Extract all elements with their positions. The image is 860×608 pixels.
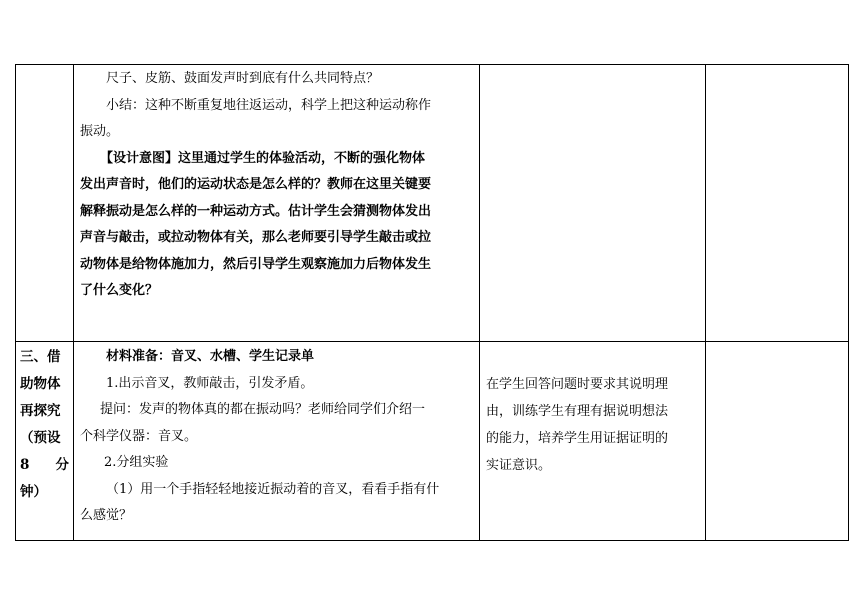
question-text: 提问：发声的物体真的都在振动吗？老师给同学们介绍一 [100, 402, 426, 417]
teaching-process-cell [74, 65, 480, 342]
stage-title-line: （预设 [20, 430, 61, 446]
table-row [16, 342, 849, 541]
teaching-process-cell [74, 342, 480, 541]
question-text: 尺子、皮筋、鼓面发声时到底有什么共同特点？ [106, 71, 380, 86]
step-text-cont: 么感觉？ [80, 508, 133, 523]
lesson-plan-table [15, 64, 849, 541]
stage-cell [16, 65, 74, 342]
design-intent-line: 在学生回答问题时要求其说明理 [486, 377, 669, 392]
design-intent-text: 解释振动是怎么样的一种运动方式。估计学生会猜测物体发出 [80, 203, 432, 219]
stage-title-line: 助物体 [20, 376, 61, 392]
design-intent-text: 了什么变化？ [80, 283, 159, 298]
materials-text: 材料准备：音叉、水槽、学生记录单 [106, 349, 315, 364]
design-intent-line: 实证意识。 [486, 458, 552, 473]
summary-text: 小结：这种不断重复地往返运动，科学上把这种运动称作 [106, 97, 432, 113]
design-intent-text [480, 342, 705, 479]
table-row [16, 65, 849, 342]
design-intent-text: 动物体是给物体施加力，然后引导学生观察施加力后物体发生 [80, 256, 432, 272]
question-text-cont: 个科学仪器：音叉。 [80, 428, 198, 444]
step-text: （1）用一个手指轻轻地接近振动着的音叉，看看手指有什 [106, 481, 440, 497]
stage-minutes-unit: 分 [55, 457, 69, 473]
design-intent-text: 声音与敲击，或拉动物体有关，那么老师要引导学生敲击或拉 [80, 230, 432, 245]
stage-time-line [20, 452, 69, 479]
step-text: 2.分组实验 [104, 455, 169, 470]
design-intent-text: 发出声音时，他们的运动状态是怎么样的？教师在这里关键要 [80, 177, 432, 192]
stage-title-line: 钟） [20, 484, 47, 500]
summary-text-cont: 振动。 [80, 124, 120, 139]
design-intent-text: 【设计意图】这里通过学生的体验活动，不断的强化物体 [100, 150, 426, 166]
notes-cell [706, 342, 849, 541]
stage-cell [16, 342, 74, 541]
stage-minutes: 8 [20, 457, 30, 473]
stage-title [16, 342, 73, 506]
step-text: 1.出示音叉，教师敲击，引发矛盾。 [106, 375, 314, 391]
design-intent-cell [480, 342, 706, 541]
stage-title-line: 再探究 [20, 403, 61, 419]
notes-cell [706, 65, 849, 342]
design-intent-line: 的能力，培养学生用证据证明的 [486, 431, 669, 446]
design-intent-line: 由，训练学生有理有据说明想法 [486, 404, 669, 419]
stage-title-line: 三、借 [20, 349, 61, 365]
design-intent-cell [480, 65, 706, 342]
